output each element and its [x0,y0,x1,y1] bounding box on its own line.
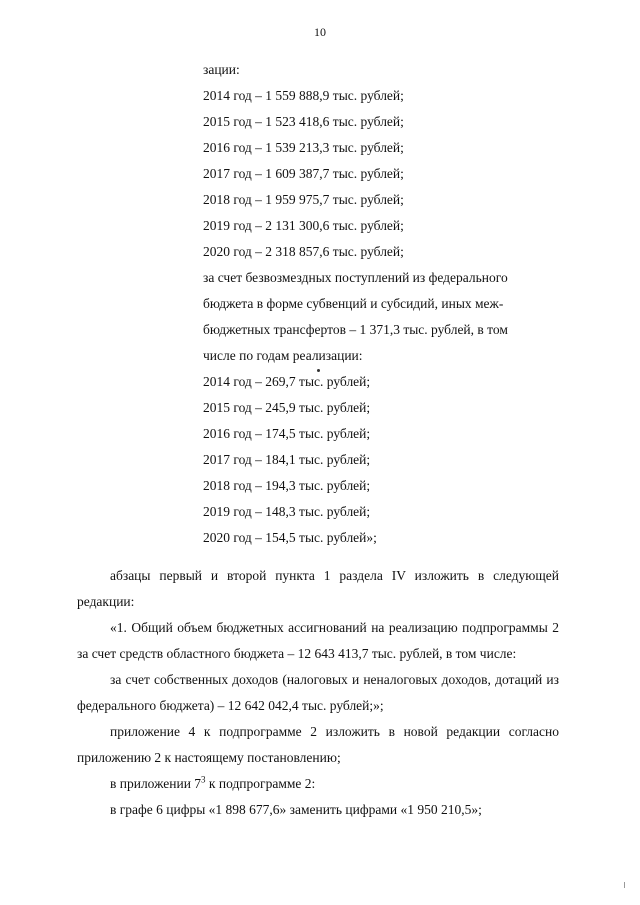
federal-line-2016: 2016 год – 174,5 тыс. рублей; [203,426,371,441]
funding-breakdown-column [203,57,563,551]
federal-intro-line: числе по годам реализации: [203,348,363,363]
federal-line-2015: 2015 год – 245,9 тыс. рублей; [203,400,371,415]
paragraph-appendix-7 [77,771,559,797]
budget-line-2015: 2015 год – 1 523 418,6 тыс. рублей; [203,114,404,129]
appendix-7-text: в приложении 7 [110,776,202,791]
page-number: 10 [314,25,326,39]
paragraph-section-iv: абзацы первый и второй пункта 1 раздела IV изложить в следующей редакции: [77,568,559,609]
budget-line-2016: 2016 год – 1 539 213,3 тыс. рублей; [203,140,404,155]
budget-line-2019: 2019 год – 2 131 300,6 тыс. рублей; [203,218,404,233]
paragraph-column-6: в графе 6 цифры «1 898 677,6» заменить цифрами «1 950 210,5»; [110,802,482,817]
margin-mark [624,882,625,888]
federal-line-2018: 2018 год – 194,3 тыс. рублей; [203,478,371,493]
appendix-7-text-end: к подпрограмме 2: [205,776,316,791]
federal-intro-line: бюджетных трансфертов – 1 371,3 тыс. рублей, в том [203,322,508,337]
budget-line-2020: 2020 год – 2 318 857,6 тыс. рублей; [203,244,404,259]
budget-line-2018: 2018 год – 1 959 975,7 тыс. рублей; [203,192,404,207]
paragraph-appendix-4: приложение 4 к подпрограмме 2 изложить в новой редакции согласно приложению 2 к настоящему постановлению; [77,724,559,765]
federal-line-2019: 2019 год – 148,3 тыс. рублей; [203,504,371,519]
appendix-7-superscript: 3 [201,774,206,785]
budget-line: зации: [203,62,240,77]
budget-line-2017: 2017 год – 1 609 387,7 тыс. рублей; [203,166,404,181]
federal-intro-line: бюджета в форме субвенций и субсидий, иных меж- [203,296,504,311]
stray-mark [317,369,320,372]
federal-line-2014: 2014 год – 269,7 тыс. рублей; [203,374,371,389]
federal-line-2017: 2017 год – 184,1 тыс. рублей; [203,452,371,467]
paragraph-own-revenue: за счет собственных доходов (налоговых и неналоговых доходов, дотаций из федерального бюджета) – 12 642 042,4 тыс. рублей;»; [77,672,559,713]
paragraph-total-budget: «1. Общий объем бюджетных ассигнований на реализацию подпрограммы 2 за счет средств областного бюджета – 12 643 413,7 тыс. рублей, в том числе: [77,620,559,661]
budget-line-2014: 2014 год – 1 559 888,9 тыс. рублей; [203,88,404,103]
body-text [77,563,559,823]
federal-intro-line: за счет безвозмездных поступлений из федерального [203,270,508,285]
federal-line-2020: 2020 год – 154,5 тыс. рублей»; [203,530,377,545]
